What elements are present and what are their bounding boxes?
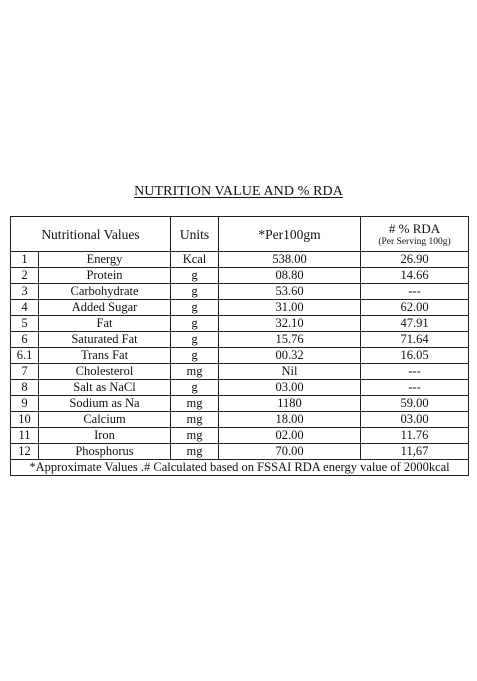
row-serial: 6.1 [11, 348, 39, 364]
table-header-row [11, 217, 469, 252]
table-row [11, 444, 469, 460]
row-per100: 18.00 [219, 412, 361, 428]
table-row [11, 268, 469, 284]
table-row [11, 348, 469, 364]
row-unit: g [171, 300, 219, 316]
row-per100: 53.60 [219, 284, 361, 300]
table-row [11, 300, 469, 316]
header-nutritional-values: Nutritional Values [11, 217, 171, 252]
row-serial: 9 [11, 396, 39, 412]
row-per100: 1180 [219, 396, 361, 412]
row-rda: 26.90 [361, 252, 469, 268]
row-rda: 11,67 [361, 444, 469, 460]
row-unit: g [171, 332, 219, 348]
row-unit: mg [171, 364, 219, 380]
row-serial: 12 [11, 444, 39, 460]
header-rda-main: # % RDA [388, 220, 441, 236]
row-unit: g [171, 380, 219, 396]
row-per100: 538.00 [219, 252, 361, 268]
row-nutrient: Carbohydrate [39, 284, 171, 300]
row-serial: 4 [11, 300, 39, 316]
row-rda: 59.00 [361, 396, 469, 412]
row-nutrient: Energy [39, 252, 171, 268]
row-nutrient: Sodium as Na [39, 396, 171, 412]
footnote-row [11, 460, 469, 476]
table-row [11, 428, 469, 444]
row-per100: 70.00 [219, 444, 361, 460]
row-per100: 32.10 [219, 316, 361, 332]
row-nutrient: Fat [39, 316, 171, 332]
table-row [11, 252, 469, 268]
row-rda: --- [361, 380, 469, 396]
header-per100gm: *Per100gm [219, 217, 361, 252]
table-row [11, 364, 469, 380]
row-nutrient: Cholesterol [39, 364, 171, 380]
row-serial: 6 [11, 332, 39, 348]
page-title [0, 184, 477, 200]
row-unit: g [171, 348, 219, 364]
header-units: Units [171, 217, 219, 252]
row-unit: Kcal [171, 252, 219, 268]
row-rda: --- [361, 284, 469, 300]
row-unit: mg [171, 428, 219, 444]
header-rda [361, 217, 469, 252]
row-rda: --- [361, 364, 469, 380]
row-per100: 03.00 [219, 380, 361, 396]
row-rda: 03.00 [361, 412, 469, 428]
row-nutrient: Saturated Fat [39, 332, 171, 348]
table-row [11, 316, 469, 332]
row-rda: 71.64 [361, 332, 469, 348]
row-serial: 10 [11, 412, 39, 428]
row-serial: 2 [11, 268, 39, 284]
row-per100: 08.80 [219, 268, 361, 284]
row-unit: mg [171, 412, 219, 428]
page-title-text: NUTRITION VALUE AND % RDA [134, 184, 343, 199]
row-unit: g [171, 316, 219, 332]
row-nutrient: Calcium [39, 412, 171, 428]
row-nutrient: Trans Fat [39, 348, 171, 364]
row-unit: g [171, 284, 219, 300]
row-serial: 3 [11, 284, 39, 300]
table-row [11, 412, 469, 428]
row-rda: 14.66 [361, 268, 469, 284]
row-per100: Nil [219, 364, 361, 380]
row-serial: 8 [11, 380, 39, 396]
row-per100: 15.76 [219, 332, 361, 348]
row-nutrient: Phosphorus [39, 444, 171, 460]
nutrition-table [10, 216, 469, 476]
row-rda: 11.76 [361, 428, 469, 444]
row-unit: g [171, 268, 219, 284]
table-row [11, 332, 469, 348]
row-rda: 16.05 [361, 348, 469, 364]
table-row [11, 284, 469, 300]
row-serial: 1 [11, 252, 39, 268]
row-unit: mg [171, 444, 219, 460]
row-per100: 02.00 [219, 428, 361, 444]
table-row [11, 380, 469, 396]
row-serial: 11 [11, 428, 39, 444]
row-per100: 31.00 [219, 300, 361, 316]
row-nutrient: Added Sugar [39, 300, 171, 316]
row-per100: 00.32 [219, 348, 361, 364]
row-nutrient: Salt as NaCl [39, 380, 171, 396]
row-serial: 5 [11, 316, 39, 332]
row-serial: 7 [11, 364, 39, 380]
row-nutrient: Protein [39, 268, 171, 284]
table-row [11, 396, 469, 412]
footnote: *Approximate Values .# Calculated based on FSSAI RDA energy value of 2000kcal [11, 460, 469, 476]
row-rda: 62.00 [361, 300, 469, 316]
header-rda-sub: (Per Serving 100g) [378, 236, 451, 247]
row-unit: mg [171, 396, 219, 412]
row-rda: 47.91 [361, 316, 469, 332]
row-nutrient: Iron [39, 428, 171, 444]
